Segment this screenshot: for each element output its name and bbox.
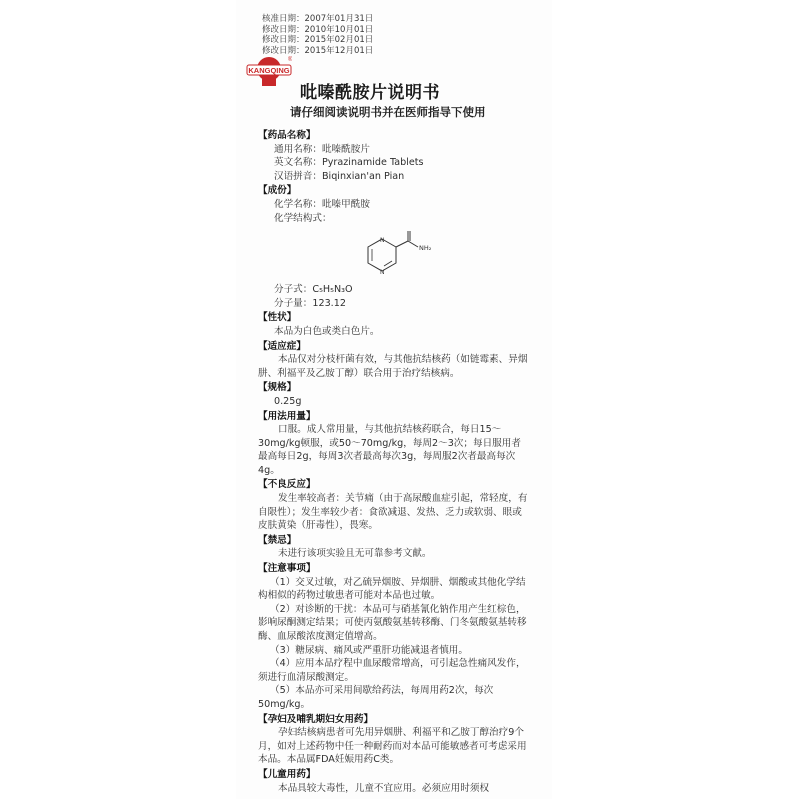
nh2-label: NH₂ xyxy=(419,244,432,253)
section-heading-indication: 【适应症】 xyxy=(258,340,306,352)
chemical-structure xyxy=(258,225,530,283)
spec-text: 0.25g xyxy=(274,395,302,407)
molecular-weight: 分子量：123.12 xyxy=(274,297,346,309)
pinyin-name: 汉语拼音：Biqinxian'an Pian xyxy=(274,170,405,182)
date-line: 修改日期：2015年12月01日 xyxy=(262,45,374,56)
caution-item: （2）对诊断的干扰：本品可与硝基氰化钠作用产生红棕色，影响尿酮测定结果；可使丙氨酸氨基转移酶、门冬氨酸氨基转移酶、血尿酸浓度测定值增高。 xyxy=(258,603,527,642)
approval-dates xyxy=(262,14,373,56)
section-heading-spec: 【规格】 xyxy=(258,382,297,394)
section-heading-dosage: 【用法用量】 xyxy=(258,410,316,422)
children-text: 本品具较大毒性，儿童不宜应用。必须应用时须权 xyxy=(278,782,490,794)
generic-name: 通用名称：吡嗪酰胺片 xyxy=(274,143,370,155)
section-heading-adverse: 【不良反应】 xyxy=(258,479,316,491)
adverse-text: 发生率较高者：关节痛（由于高尿酸血症引起，常轻度，有自限性）；发生率较少者：食欲减退、发热、乏力或软弱、眼或皮肤黄染（肝毒性），畏寒。 xyxy=(258,493,528,532)
date-line: 修改日期：2010年10月01日 xyxy=(262,24,374,35)
appearance-text: 本品为白色或类白色片。 xyxy=(274,325,380,337)
chemical-structure-label: 化学结构式： xyxy=(274,212,332,224)
document-title: 吡嗪酰胺片说明书 xyxy=(300,83,440,103)
chemical-name: 化学名称：吡嗪甲酰胺 xyxy=(274,198,370,210)
caution-item: （1）交叉过敏，对乙硫异烟胺、异烟肼、烟酸或其他化学结构相似的药物过敏患者可能对本品也过敏。 xyxy=(258,576,526,602)
indication-text: 本品仅对分枝杆菌有效，与其他抗结核药（如链霉素、异烟肼、利福平及乙胺丁醇）联合用于治疗结核病。 xyxy=(258,354,528,379)
date-line: 修改日期：2015年02月01日 xyxy=(262,35,374,45)
section-heading-caution: 【注意事项】 xyxy=(258,563,316,575)
svg-text:N: N xyxy=(380,237,385,245)
section-heading-pregnancy: 【孕妇及哺乳期妇女用药】 xyxy=(258,713,374,725)
caution-item: （4）应用本品疗程中血尿酸常增高，可引起急性痛风发作，须进行血清尿酸测定。 xyxy=(258,658,526,683)
document-subtitle: 请仔细阅读说明书并在医师指导下使用 xyxy=(290,105,486,119)
company-logo xyxy=(246,55,292,89)
caution-item: （3）糖尿病、痛风或严重肝功能减退者慎用。 xyxy=(270,644,468,656)
contraindication-text: 未进行该项实验且无可靠参考文献。 xyxy=(278,548,432,560)
dosage-text: 口服。成人常用量，与其他抗结核药联合，每日15～30mg/kg顿服，或50～70mg/kg，每周2～3次；每日服用者最高每日2g，每周3次者最高每次3g，每周服2次者最高每次4g。 xyxy=(258,424,521,476)
logo-text: KANGQING xyxy=(248,66,290,75)
section-heading-appearance: 【性状】 xyxy=(258,312,297,324)
leaflet-content xyxy=(258,128,530,795)
section-heading-children: 【儿童用药】 xyxy=(258,768,316,780)
date-line: 核准日期：2007年01月31日 xyxy=(262,14,374,24)
section-heading-name: 【药品名称】 xyxy=(258,130,316,141)
pregnancy-text: 孕妇结核病患者可先用异烟肼、利福平和乙胺丁醇治疗9个月，如对上述药物中任一种耐药而对本品可能敏感者可考虑采用本品。本品属FDA妊娠用药C类。 xyxy=(258,727,527,766)
english-name: 英文名称：Pyrazinamide Tablets xyxy=(274,157,424,169)
molecular-formula: 分子式：C₅H₅N₃O xyxy=(274,284,353,296)
section-heading-contraindication: 【禁忌】 xyxy=(258,534,297,546)
registered-mark: ® xyxy=(288,57,292,63)
svg-text:N: N xyxy=(380,269,385,277)
section-heading-composition: 【成份】 xyxy=(258,185,297,197)
caution-item: （5）本品亦可采用间歇给药法，每周用药2次，每次50mg/kg。 xyxy=(258,685,494,710)
